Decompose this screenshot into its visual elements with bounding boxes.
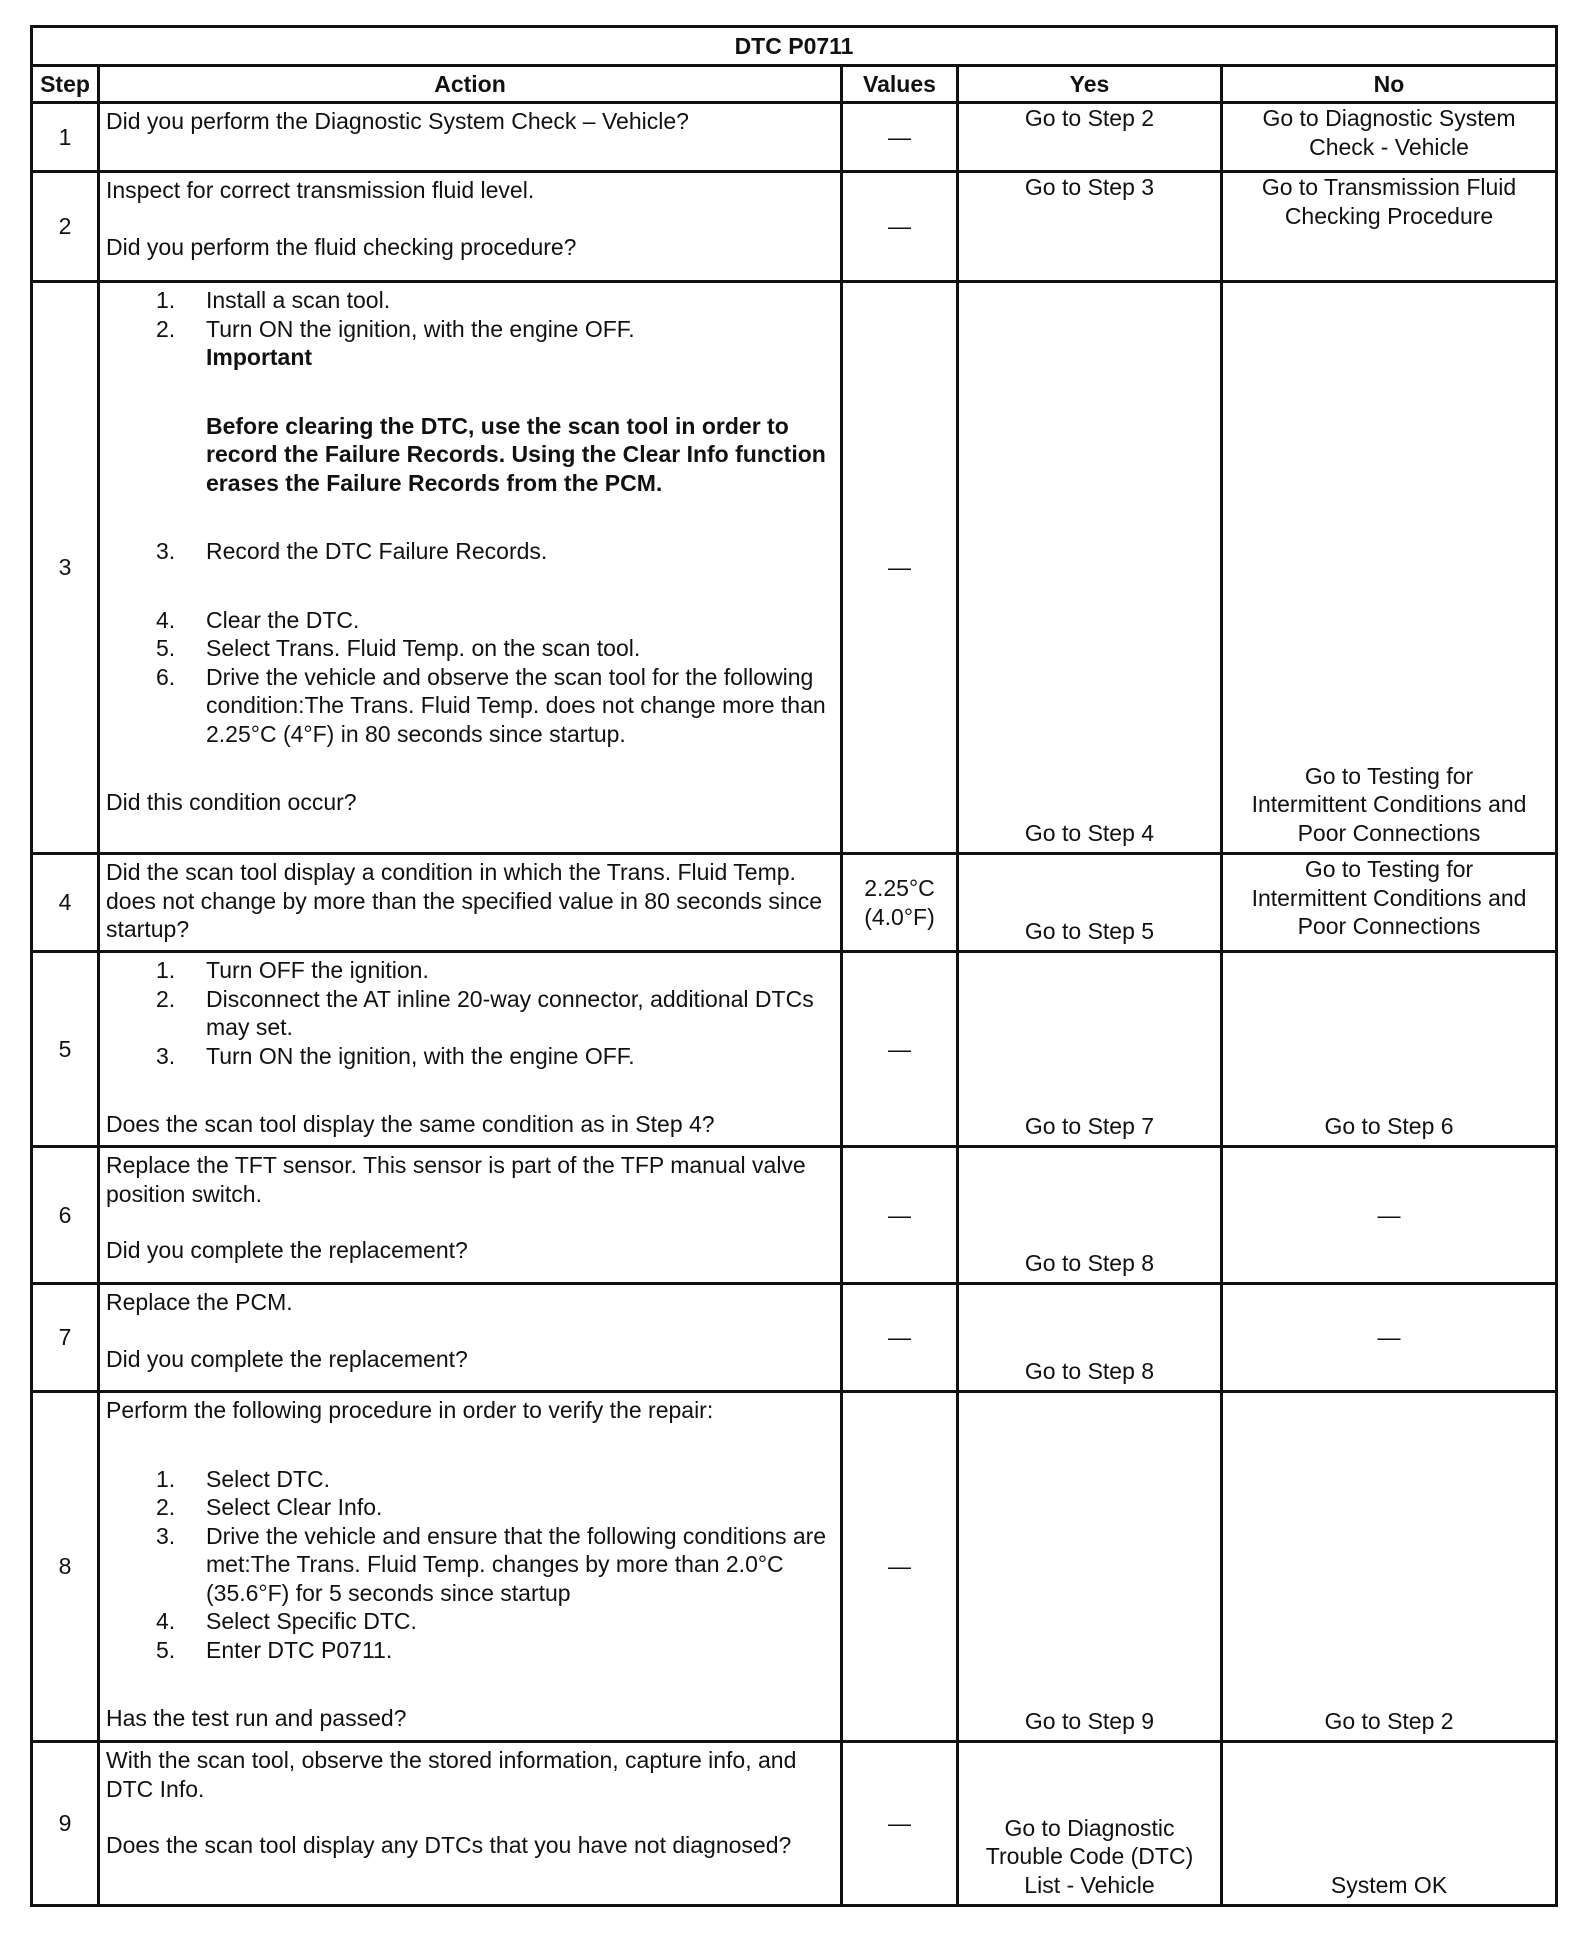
no-text: Go to Step 2 xyxy=(1324,1707,1454,1734)
values-cell: — xyxy=(842,1284,958,1392)
action-cell xyxy=(99,854,842,952)
no-text-line: Checking Procedure xyxy=(1284,202,1494,229)
step-number: 8 xyxy=(32,1392,99,1742)
no-cell xyxy=(1222,1392,1557,1742)
action-text: Inspect for correct transmission fluid level. xyxy=(106,177,535,203)
list-item: 3. Drive the vehicle and ensure that the following conditions are met:The Trans. Fluid Temp. changes by more than 2.0°C (35.6°F) for 5 seconds since startup xyxy=(156,1522,827,1606)
list-item: 5. Enter DTC P0711. xyxy=(156,1636,393,1663)
header-no: No xyxy=(1222,66,1557,103)
values-cell xyxy=(842,854,958,952)
header-action: Action xyxy=(99,66,842,103)
value-line: 2.25°C xyxy=(864,875,935,901)
step-number: 6 xyxy=(32,1147,99,1284)
action-cell xyxy=(99,1284,842,1392)
important-note: Before clearing the DTC, use the scan tool in order to record the Failure Records. Using the Clear Info function erases the Failure Records from the PCM. xyxy=(206,412,826,496)
no-text-line: Go to Diagnostic System xyxy=(1262,105,1516,131)
table-row xyxy=(32,1147,1557,1284)
step-number: 9 xyxy=(32,1742,99,1906)
header-values: Values xyxy=(842,66,958,103)
list-item: 1. Install a scan tool. xyxy=(156,287,391,313)
action-cell xyxy=(99,282,842,854)
values-cell: — xyxy=(842,1742,958,1906)
table-title: DTC P0711 xyxy=(32,27,1557,66)
no-text-line: Intermittent Conditions and xyxy=(1251,884,1527,911)
no-text-line: Check - Vehicle xyxy=(1309,133,1469,160)
step-number: 5 xyxy=(32,952,99,1147)
table-row xyxy=(32,282,1557,854)
no-cell xyxy=(1222,854,1557,952)
table-row xyxy=(32,854,1557,952)
yes-cell xyxy=(958,854,1222,952)
list-item: 6. Drive the vehicle and observe the scan tool for the following condition:The Trans. Fluid Temp. does not change more than 2.25°C (4°F) in 80 seconds since startup. xyxy=(156,663,826,747)
no-cell: — xyxy=(1222,1284,1557,1392)
step-number: 4 xyxy=(32,854,99,952)
action-text: Replace the PCM. xyxy=(106,1289,293,1315)
list-item: 2. Disconnect the AT inline 20-way connector, additional DTCs may set. xyxy=(156,985,814,1040)
step-number: 1 xyxy=(32,103,99,172)
action-cell xyxy=(99,1742,842,1906)
table-row xyxy=(32,1392,1557,1742)
no-cell xyxy=(1222,282,1557,854)
header-step: Step xyxy=(32,66,99,103)
yes-cell xyxy=(958,1147,1222,1284)
yes-text-line: List - Vehicle xyxy=(1024,1871,1155,1898)
list-item: 1. Turn OFF the ignition. xyxy=(156,957,429,983)
yes-text: Go to Step 2 xyxy=(1024,105,1155,131)
no-text: System OK xyxy=(1330,1871,1448,1898)
header-yes: Yes xyxy=(958,66,1222,103)
list-item: 3. Record the DTC Failure Records. xyxy=(156,538,548,564)
yes-text: Go to Step 8 xyxy=(1024,1357,1155,1384)
table-row xyxy=(32,103,1557,172)
action-question: Did you perform the fluid checking procedure? xyxy=(106,233,577,260)
yes-cell xyxy=(958,1392,1222,1742)
list-item: 4. Select Specific DTC. xyxy=(156,1608,417,1634)
values-cell: — xyxy=(842,282,958,854)
no-cell xyxy=(1222,1742,1557,1906)
list-item: 2. Turn ON the ignition, with the engine OFF. xyxy=(156,315,635,342)
list-item: 2. Select Clear Info. xyxy=(156,1494,383,1520)
dtc-diagnostic-table xyxy=(30,25,1558,1907)
yes-cell xyxy=(958,1284,1222,1392)
action-text: Perform the following procedure in order to verify the repair: xyxy=(106,1397,714,1423)
dtc-table-page xyxy=(30,25,1555,1907)
yes-cell xyxy=(958,952,1222,1147)
values-cell: — xyxy=(842,952,958,1147)
action-text: Replace the TFT sensor. This sensor is part of the TFP manual valve position switch. xyxy=(106,1152,806,1207)
action-cell xyxy=(99,1392,842,1742)
step-number: 3 xyxy=(32,282,99,854)
action-text: With the scan tool, observe the stored information, capture info, and DTC Info. xyxy=(106,1747,797,1802)
no-text-line: Poor Connections xyxy=(1297,819,1481,846)
no-cell: — xyxy=(1222,1147,1557,1284)
procedure-list xyxy=(106,1465,836,1665)
table-row xyxy=(32,1742,1557,1906)
no-text-line: Go to Testing for xyxy=(1304,856,1474,882)
no-text-line: Intermittent Conditions and xyxy=(1251,791,1527,817)
yes-text: Go to Step 7 xyxy=(1024,1112,1155,1139)
yes-cell xyxy=(958,172,1222,282)
no-text-line: Go to Transmission Fluid xyxy=(1261,174,1517,200)
yes-cell xyxy=(958,103,1222,172)
table-row xyxy=(32,172,1557,282)
yes-text: Go to Step 4 xyxy=(1024,819,1155,846)
values-cell: — xyxy=(842,1147,958,1284)
action-question: Did the scan tool display a condition in which the Trans. Fluid Temp. does not change by more than the specified value in 80 seconds since startup? xyxy=(106,859,823,942)
no-text-line: Poor Connections xyxy=(1297,913,1481,939)
step-number: 2 xyxy=(32,172,99,282)
values-cell: — xyxy=(842,172,958,282)
action-cell xyxy=(99,103,842,172)
action-question: Does the scan tool display the same condition as in Step 4? xyxy=(106,1111,715,1137)
action-question: Did you complete the replacement? xyxy=(106,1237,468,1263)
yes-text: Go to Step 9 xyxy=(1024,1707,1155,1734)
no-text: Go to Step 6 xyxy=(1324,1112,1454,1139)
yes-cell xyxy=(958,1742,1222,1906)
table-row xyxy=(32,952,1557,1147)
procedure-list xyxy=(106,956,836,1070)
yes-cell xyxy=(958,282,1222,854)
procedure-list xyxy=(106,606,836,749)
value-line: (4.0°F) xyxy=(864,903,935,930)
procedure-list xyxy=(106,286,836,343)
list-item: 5. Select Trans. Fluid Temp. on the scan tool. xyxy=(156,635,641,661)
yes-text-line: Trouble Code (DTC) xyxy=(985,1843,1194,1869)
action-question: Has the test run and passed? xyxy=(106,1705,407,1731)
no-text-line: Go to Testing for xyxy=(1304,762,1474,789)
table-row xyxy=(32,1284,1557,1392)
values-cell: — xyxy=(842,103,958,172)
list-item: 4. Clear the DTC. xyxy=(156,606,360,633)
action-question: Did this condition occur? xyxy=(106,789,357,815)
yes-text-line: Go to Diagnostic xyxy=(1004,1814,1175,1841)
yes-text: Go to Step 8 xyxy=(1024,1249,1155,1276)
list-item: 1. Select DTC. xyxy=(156,1465,330,1492)
yes-text: Go to Step 5 xyxy=(1024,917,1155,944)
no-cell xyxy=(1222,103,1557,172)
important-label: Important xyxy=(206,344,313,370)
action-question: Does the scan tool display any DTCs that you have not diagnosed? xyxy=(106,1832,792,1858)
step-number: 7 xyxy=(32,1284,99,1392)
yes-text: Go to Step 3 xyxy=(1024,174,1155,200)
values-cell: — xyxy=(842,1392,958,1742)
no-cell xyxy=(1222,172,1557,282)
list-item: 3. Turn ON the ignition, with the engine OFF. xyxy=(156,1042,635,1069)
action-cell xyxy=(99,1147,842,1284)
action-cell xyxy=(99,952,842,1147)
action-cell xyxy=(99,172,842,282)
no-cell xyxy=(1222,952,1557,1147)
action-question: Did you complete the replacement? xyxy=(106,1345,468,1372)
action-question: Did you perform the Diagnostic System Check – Vehicle? xyxy=(106,108,689,134)
procedure-list xyxy=(106,537,836,566)
